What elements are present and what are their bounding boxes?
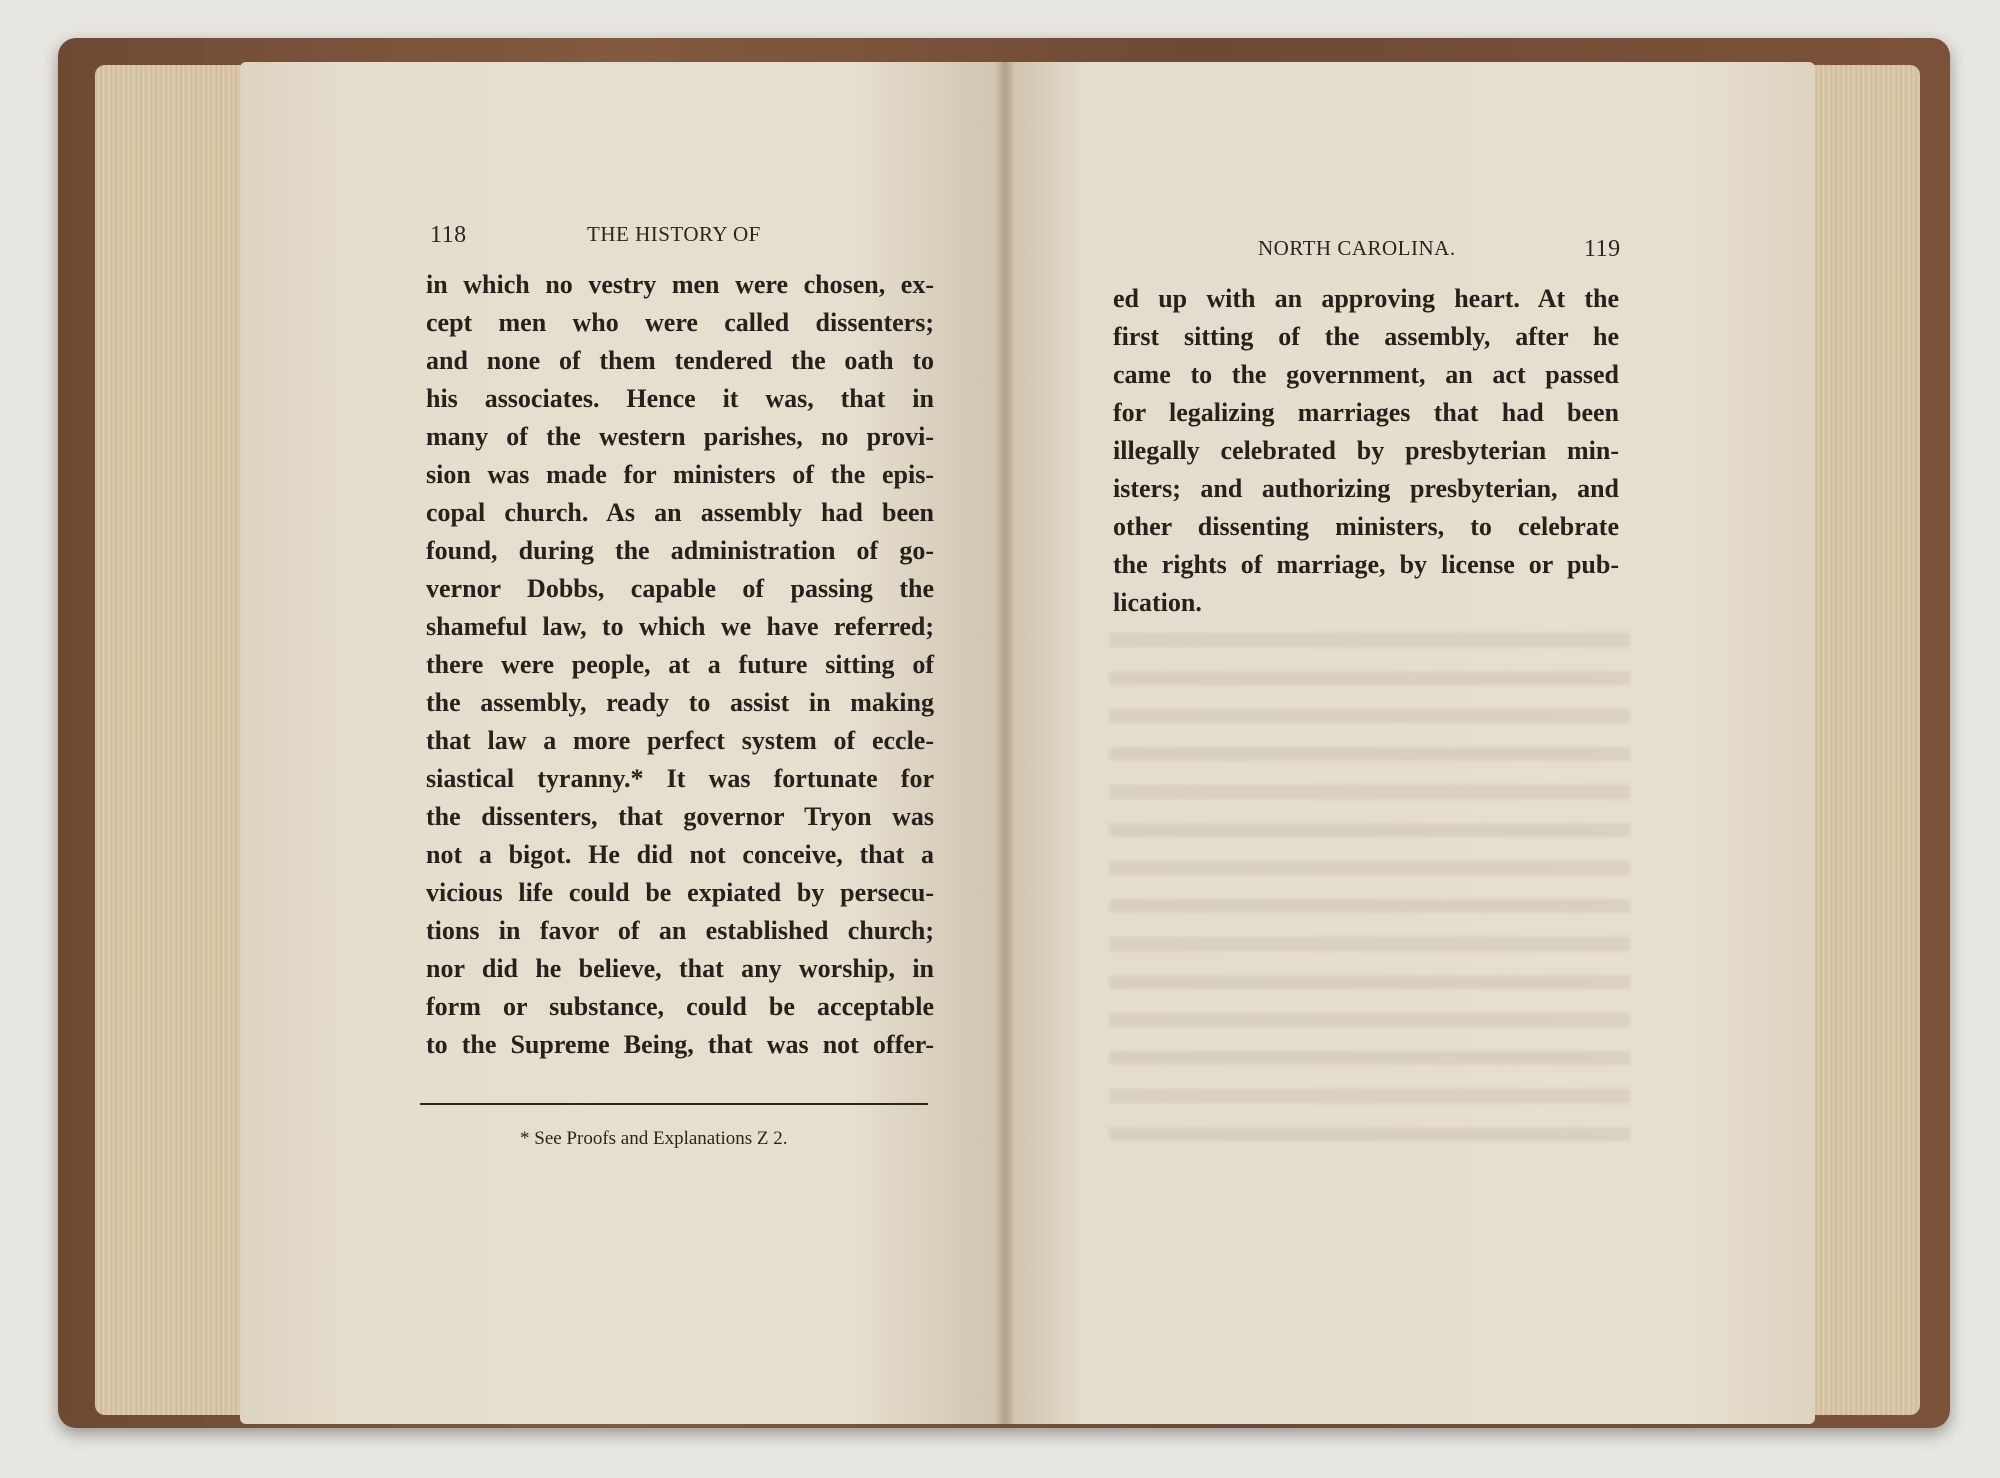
book-gutter bbox=[995, 62, 1015, 1424]
text-line: found, during the administration of go- bbox=[426, 536, 934, 565]
right-page-number: 119 bbox=[1584, 236, 1621, 262]
text-line: lication. bbox=[1113, 588, 1202, 617]
text-line: for legalizing marriages that had been bbox=[1113, 398, 1619, 427]
right-page-edges bbox=[1800, 65, 1920, 1415]
text-line: vicious life could be expiated by persecu- bbox=[426, 878, 934, 907]
text-line: shameful law, to which we have referred; bbox=[426, 612, 934, 641]
text-line: that law a more perfect system of eccle- bbox=[426, 726, 934, 755]
text-line: sion was made for ministers of the epis- bbox=[426, 460, 934, 489]
text-line: the rights of marriage, by license or pub- bbox=[1113, 550, 1619, 579]
text-line: cept men who were called dissenters; bbox=[426, 308, 934, 337]
text-line: his associates. Hence it was, that in bbox=[426, 384, 934, 413]
right-running-title: NORTH CAROLINA. bbox=[1258, 236, 1456, 260]
text-line: not a bigot. He did not conceive, that a bbox=[426, 840, 934, 869]
bleed-through-text bbox=[1110, 620, 1630, 1160]
right-page-body bbox=[1113, 280, 1619, 622]
left-running-title: THE HISTORY OF bbox=[587, 222, 761, 246]
text-line: first sitting of the assembly, after he bbox=[1113, 322, 1619, 351]
text-line: the assembly, ready to assist in making bbox=[426, 688, 934, 717]
text-line: the dissenters, that governor Tryon was bbox=[426, 802, 934, 831]
text-line: form or substance, could be acceptable bbox=[426, 992, 934, 1021]
text-line: tions in favor of an established church; bbox=[426, 916, 934, 945]
left-page-body bbox=[426, 266, 934, 1064]
text-line: many of the western parishes, no provi- bbox=[426, 422, 934, 451]
left-page-edges bbox=[95, 65, 255, 1415]
text-line: other dissenting ministers, to celebrate bbox=[1113, 512, 1619, 541]
text-line: copal church. As an assembly had been bbox=[426, 498, 934, 527]
text-line: vernor Dobbs, capable of passing the bbox=[426, 574, 934, 603]
text-line: siastical tyranny.* It was fortunate for bbox=[426, 764, 934, 793]
footnote: * See Proofs and Explanations Z 2. bbox=[520, 1128, 788, 1149]
text-line: came to the government, an act passed bbox=[1113, 360, 1619, 389]
text-line: ed up with an approving heart. At the bbox=[1113, 284, 1619, 313]
text-line: to the Supreme Being, that was not offer- bbox=[426, 1030, 934, 1059]
text-line: illegally celebrated by presbyterian min- bbox=[1113, 436, 1619, 465]
text-line: in which no vestry men were chosen, ex- bbox=[426, 270, 934, 299]
footnote-rule bbox=[420, 1103, 928, 1105]
text-line: there were people, at a future sitting of bbox=[426, 650, 934, 679]
text-line: and none of them tendered the oath to bbox=[426, 346, 934, 375]
text-line: nor did he believe, that any worship, in bbox=[426, 954, 934, 983]
text-line: isters; and authorizing presbyterian, and bbox=[1113, 474, 1619, 503]
left-page-number: 118 bbox=[430, 222, 467, 248]
